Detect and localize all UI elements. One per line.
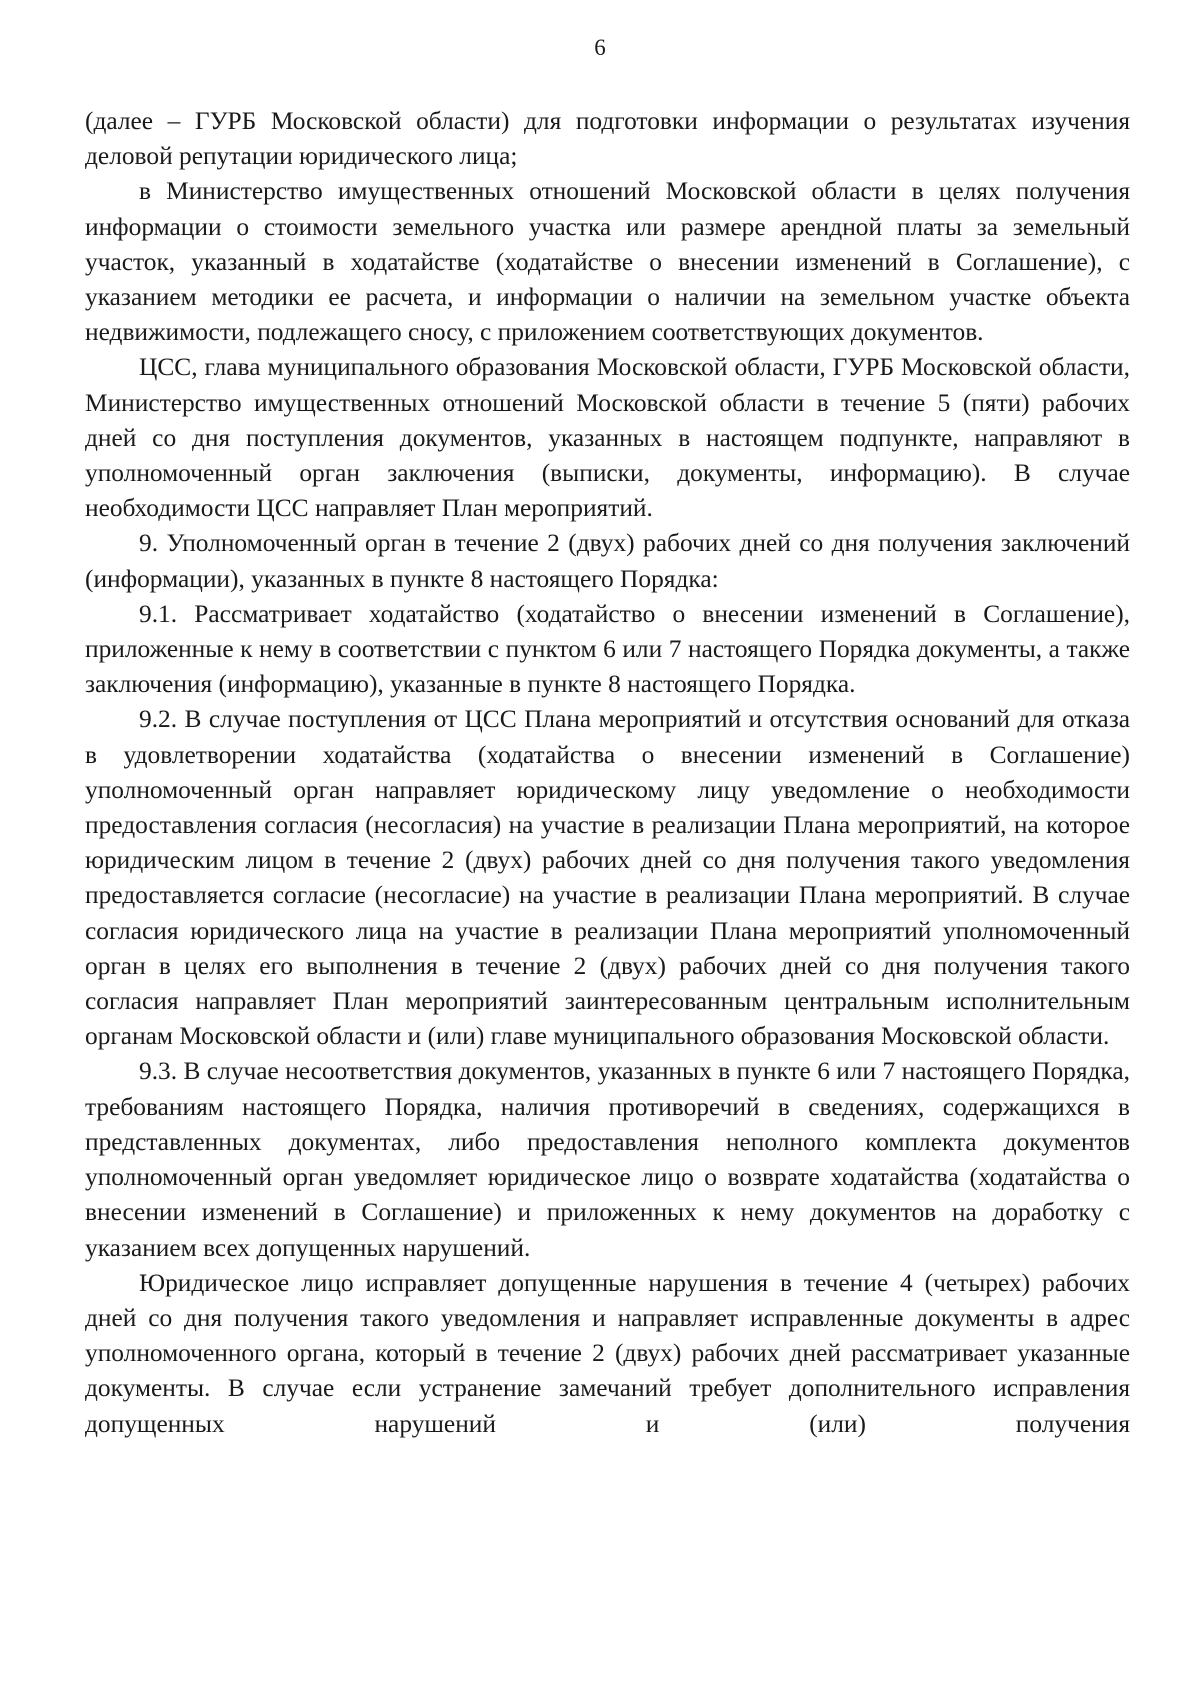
paragraph-corrections: Юридическое лицо исправляет допущенные нарушения в течение 4 (четырех) рабочих дней со дня получения такого уведомления и направляет исправленные документы в адрес уполномоченного органа, который в течение 2 (двух) рабочих дней рассматривает указанные документы. В случае если устранение замечаний требует дополнительного исправления допущенных нарушений и (или) получения	[85, 1268, 1130, 1438]
paragraph-item-9-3: 9.3. В случае несоответствия документов, указанных в пункте 6 или 7 настоящего Порядка, требованиям настоящего Порядка, наличия противоречий в сведениях, содержащихся в представленных документах, либо предоставления неполного комплекта документов уполномоченный орган уведомляет юридическое лицо о возврате ходатайства (ходатайства о внесении изменений в Соглашение) и приложенных к нему документов на доработку с указанием всех допущенных нарушений.	[85, 1057, 1130, 1262]
paragraph-css-conclusions: ЦСС, глава муниципального образования Московской области, ГУРБ Московской области, Министерство имущественных отношений Московской области в течение 5 (пяти) рабочих дней со дня поступления документов, указанных в настоящем подпункте, направляют в уполномоченный орган заключения (выписки, документы, информацию). В случае необходимости ЦСС направляет План мероприятий.	[85, 353, 1130, 523]
paragraph-item-9: 9. Уполномоченный орган в течение 2 (двух) рабочих дней со дня получения заключений (информации), указанных в пункте 8 настоящего Порядка:	[85, 529, 1130, 593]
paragraph-ministry-property: в Министерство имущественных отношений Московской области в целях получения информации о стоимости земельного участка или размере арендной платы за земельный участок, указанный в ходатайстве (ходатайстве о внесении изменений в Соглашение), с указанием методики ее расчета, и информации о наличии на земельном участке объекта недвижимости, подлежащего сносу, с приложением соответствующих документов.	[85, 177, 1130, 347]
paragraph-continuation: (далее – ГУРБ Московской области) для подготовки информации о результатах изучения деловой репутации юридического лица;	[85, 107, 1130, 171]
paragraph-item-9-1: 9.1. Рассматривает ходатайство (ходатайство о внесении изменений в Соглашение), приложенные к нему в соответствии с пунктом 6 или 7 настоящего Порядка документы, а также заключения (информацию), указанные в пункте 8 настоящего Порядка.	[85, 599, 1130, 699]
page-number: 6	[594, 35, 606, 60]
paragraph-item-9-2: 9.2. В случае поступления от ЦСС Плана мероприятий и отсутствия оснований для отказа в удовлетворении ходатайства (ходатайства о внесении изменений в Соглашение) уполномоченный орган направляет юридическому лицу уведомление о необходимости предоставления согласия (несогласия) на участие в реализации Плана мероприятий, на которое юридическим лицом в течение 2 (двух) рабочих дней со дня получения такого уведомления предоставляется согласие (несогласие) на участие в реализации Плана мероприятий. В случае согласия юридического лица на участие в реализации Плана мероприятий уполномоченный орган в целях его выполнения в течение 2 (двух) рабочих дней со дня получения такого согласия направляет План мероприятий заинтересованным центральным исполнительным органам Московской области и (или) главе муниципального образования Московской области.	[85, 705, 1130, 1051]
document-body	[85, 104, 1130, 1442]
